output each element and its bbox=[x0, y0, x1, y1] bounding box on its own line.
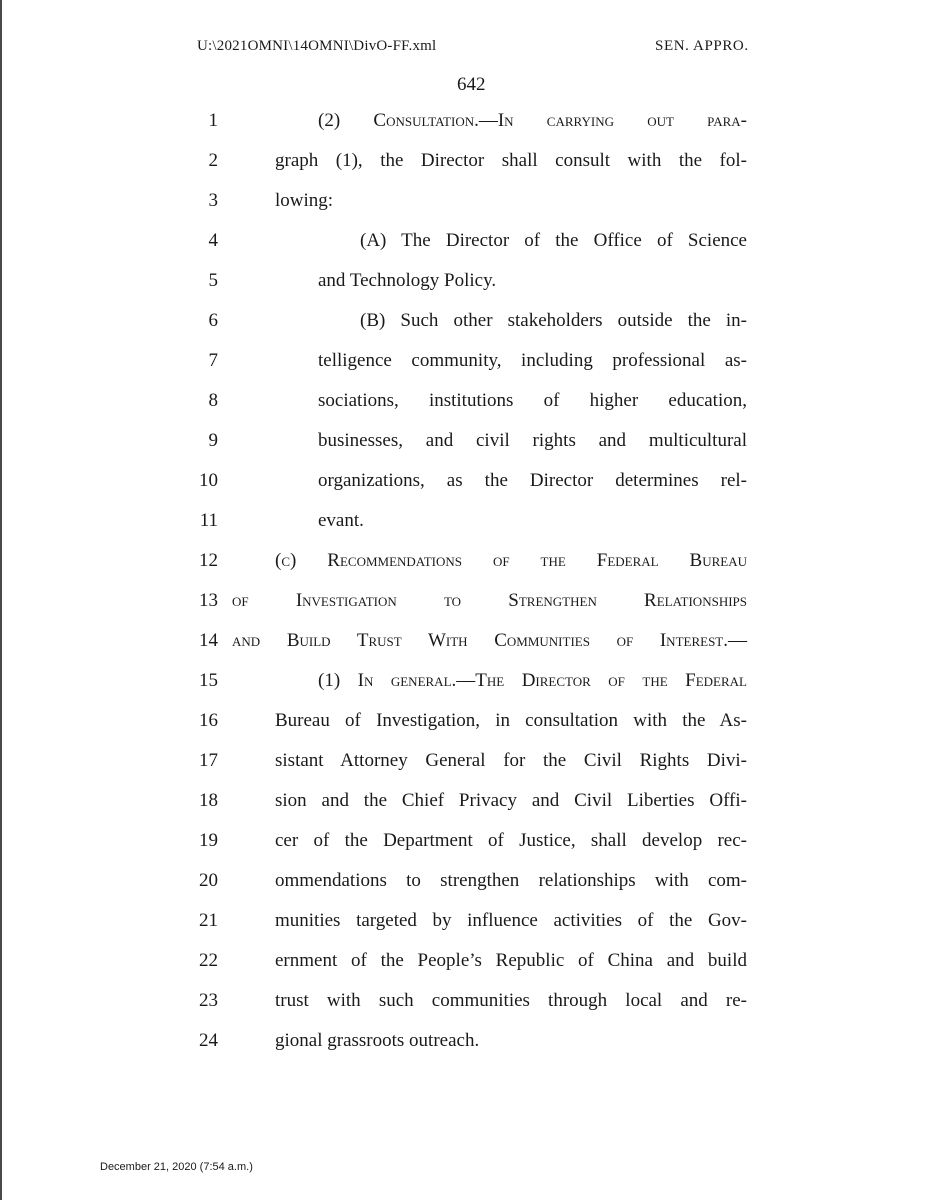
line-number: 16 bbox=[199, 710, 218, 731]
line-text: trust with such communities through local and re- bbox=[275, 990, 747, 1011]
line-text: ommendations to strengthen relationships with com- bbox=[275, 870, 747, 891]
line-text: lowing: bbox=[275, 190, 334, 211]
bill-line-9 bbox=[0, 430, 941, 470]
bill-line-17 bbox=[0, 750, 941, 790]
bill-line-15 bbox=[0, 670, 941, 710]
bill-line-6 bbox=[0, 310, 941, 350]
line-number: 11 bbox=[199, 510, 218, 531]
bill-line-3 bbox=[0, 190, 941, 230]
line-number: 9 bbox=[208, 430, 218, 451]
line-text: graph (1), the Director shall consult with the fol- bbox=[275, 150, 747, 171]
line-number: 4 bbox=[208, 230, 218, 251]
bill-line-22 bbox=[0, 950, 941, 990]
line-number: 17 bbox=[199, 750, 218, 771]
line-number: 14 bbox=[199, 630, 218, 651]
bill-line-20 bbox=[0, 870, 941, 910]
line-number: 18 bbox=[199, 790, 218, 811]
line-text: cer of the Department of Justice, shall develop rec- bbox=[275, 830, 747, 851]
bill-line-16 bbox=[0, 710, 941, 750]
line-text: organizations, as the Director determines rel- bbox=[318, 470, 747, 491]
line-number: 2 bbox=[208, 150, 218, 171]
subsection-heading: (c) Recommendations of the Federal Bureau bbox=[275, 550, 747, 571]
line-number: 23 bbox=[199, 990, 218, 1011]
subsection-heading: and Build Trust With Communities of Interest.— bbox=[232, 630, 747, 651]
line-text: sistant Attorney General for the Civil Rights Divi- bbox=[275, 750, 747, 771]
line-number: 24 bbox=[199, 1030, 218, 1051]
line-text: sion and the Chief Privacy and Civil Liberties Offi- bbox=[275, 790, 747, 811]
line-number: 5 bbox=[208, 270, 218, 291]
line-text: (B) Such other stakeholders outside the in- bbox=[360, 310, 747, 331]
line-number: 7 bbox=[208, 350, 218, 371]
line-text: Bureau of Investigation, in consultation with the As- bbox=[275, 710, 747, 731]
line-number: 12 bbox=[199, 550, 218, 571]
bill-line-12 bbox=[0, 550, 941, 590]
bill-line-21 bbox=[0, 910, 941, 950]
line-text: munities targeted by influence activities of the Gov- bbox=[275, 910, 747, 931]
line-text: telligence community, including professional as- bbox=[318, 350, 747, 371]
bill-line-24 bbox=[0, 1030, 941, 1070]
bill-line-7 bbox=[0, 350, 941, 390]
line-number: 1 bbox=[208, 110, 218, 131]
bill-line-10 bbox=[0, 470, 941, 510]
footer-timestamp: December 21, 2020 (7:54 a.m.) bbox=[100, 1161, 253, 1173]
bill-line-23 bbox=[0, 990, 941, 1030]
bill-line-14 bbox=[0, 630, 941, 670]
line-text: and Technology Policy. bbox=[318, 270, 497, 291]
file-path-header: U:\2021OMNI\14OMNI\DivO-FF.xml bbox=[197, 38, 437, 54]
bill-line-18 bbox=[0, 790, 941, 830]
bill-line-19 bbox=[0, 830, 941, 870]
line-text: (2) Consultation.—In carrying out para- bbox=[318, 110, 747, 131]
line-text: (A) The Director of the Office of Science bbox=[360, 230, 747, 251]
bill-line-1 bbox=[0, 110, 941, 150]
line-number: 19 bbox=[199, 830, 218, 851]
line-number: 15 bbox=[199, 670, 218, 691]
line-text: (1) In general.—The Director of the Federal bbox=[318, 670, 747, 691]
line-text: sociations, institutions of higher education, bbox=[318, 390, 747, 411]
bill-line-2 bbox=[0, 150, 941, 190]
line-number: 10 bbox=[199, 470, 218, 491]
bill-line-8 bbox=[0, 390, 941, 430]
line-text: businesses, and civil rights and multicultural bbox=[318, 430, 747, 451]
line-number: 21 bbox=[199, 910, 218, 931]
line-text: gional grassroots outreach. bbox=[275, 1030, 480, 1051]
line-number: 22 bbox=[199, 950, 218, 971]
subsection-heading: of Investigation to Strengthen Relationships bbox=[232, 590, 747, 611]
line-text: evant. bbox=[318, 510, 364, 531]
bill-line-5 bbox=[0, 270, 941, 310]
line-number: 20 bbox=[199, 870, 218, 891]
line-text: ernment of the People’s Republic of China and build bbox=[275, 950, 747, 971]
committee-header: SEN. APPRO. bbox=[655, 38, 749, 54]
line-number: 6 bbox=[208, 310, 218, 331]
line-number: 3 bbox=[208, 190, 218, 211]
line-number: 13 bbox=[199, 590, 218, 611]
bill-line-13 bbox=[0, 590, 941, 630]
page-number: 642 bbox=[457, 74, 486, 95]
bill-line-11 bbox=[0, 510, 941, 550]
bill-line-4 bbox=[0, 230, 941, 270]
line-number: 8 bbox=[208, 390, 218, 411]
